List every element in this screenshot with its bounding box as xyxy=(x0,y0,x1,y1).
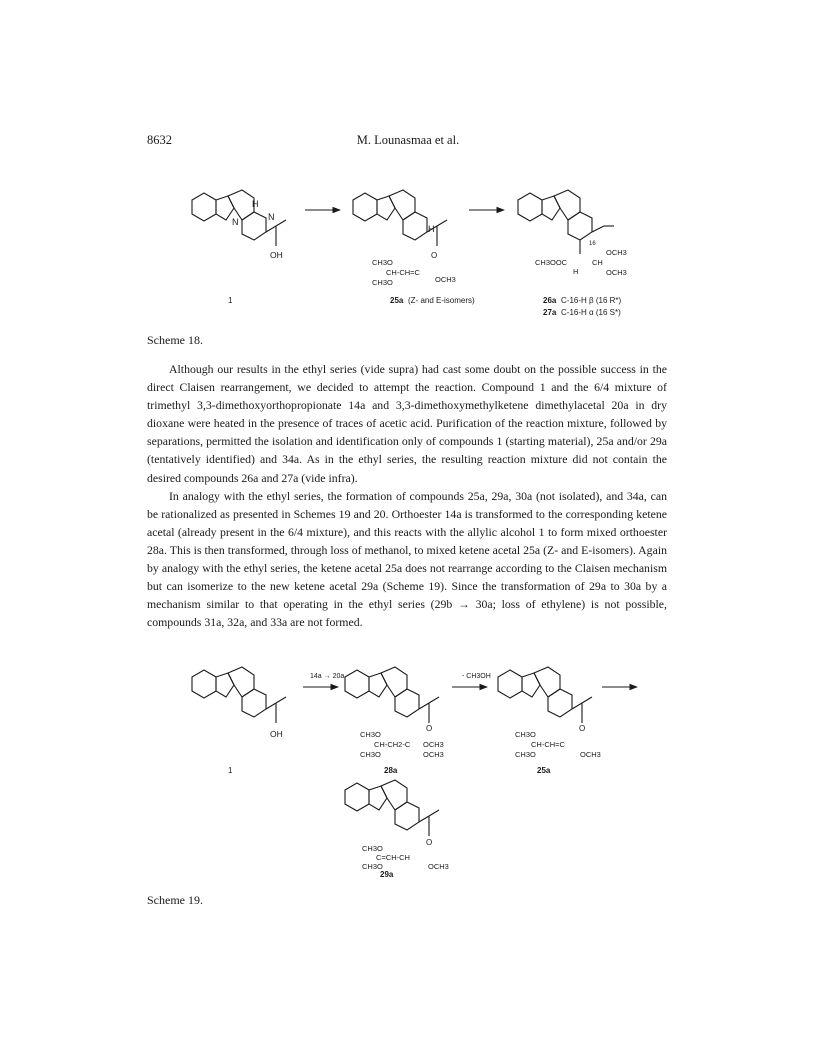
s19-compound-28a-number: 28a xyxy=(384,766,398,775)
scheme-18-drawing xyxy=(140,180,660,325)
c25a-o-label: O xyxy=(431,251,438,260)
paragraph-1: Although our results in the ethyl series (vide supra) had cast some doubt on the possible success in the direct Claisen rearrangement, we decided to attempt the reaction. Compound 1 and the 6/4 mixture of trimethyl 3,3-dimethoxyorthopropionate 14a and 3,3-dimethoxymethylketene dimethylacetal 20a in dry dioxane were heated in the presence of traces of acetic acid. Purification of the reaction mixture, followed by separations, permitted the isolation and identification only of compounds 1 (starting material), 25a and/or 29a (tentatively identified) and 34a. As in the ethyl series, the resulting reaction mixture did not contain the desired compounds 26a and 27a (vide infra). xyxy=(147,362,667,485)
running-title: M. Lounasmaa et al. xyxy=(356,133,460,147)
c1-n-label: N xyxy=(268,212,275,222)
s18-compound-27a-number: 27a xyxy=(543,308,557,317)
s19-compound-29a-number: 29a xyxy=(380,870,394,879)
paragraph-2: In analogy with the ethyl series, the formation of compounds 25a, 29a, 30a (not isolated), and 34a, can be rationalized as presented in Schemes 19 and 20. Orthoester 14a is transformed to the corresponding ketene acetal (already present in the 6/4 mixture), and this reacts with the allylic alcohol 1 to form mixed orthoester 28a. This is then transformed, through loss of methanol, to mixed ketene acetal 25a (Z- and E-isomers). Again by analogy with the ethyl series, the ketene acetal 25a does not rearrange according to the Claisen mechanism but can isomerize to the new ketene acetal 29a (Scheme 19). Since the transformation of 29a to 30a by a mechanism similar to that operating in the ethyl series (29b → 30a; loss of ethylene) is not possible, compounds 31a, 32a, and 33a are not formed. xyxy=(147,488,667,630)
scheme-19-drawing xyxy=(140,655,660,875)
s19-c28a-ch3o-1: CH3O xyxy=(360,730,381,739)
s18-compound-27a-note: C-16-H α (16 S*) xyxy=(561,308,621,317)
s19-compound-25a-structure xyxy=(498,667,592,723)
s19-c28a-och3-1: OCH3 xyxy=(423,740,444,749)
s19-compound-1-structure xyxy=(192,667,286,723)
c1-oh-label: OH xyxy=(270,250,283,260)
s19-c1-oh: OH xyxy=(270,729,283,739)
s19-c28a-o: O xyxy=(426,724,433,733)
s18-compound-25a-note: (Z- and E-isomers) xyxy=(408,296,475,305)
scheme-18 xyxy=(140,180,660,325)
compound-25a-structure xyxy=(353,190,447,246)
s19-compound-28a-structure xyxy=(345,667,439,723)
s18-compound-1-number: 1 xyxy=(228,296,233,305)
s18-compound-26a-note: C-16-H β (16 R*) xyxy=(561,296,622,305)
c26a-och3-2: OCH3 xyxy=(606,268,627,277)
s19-c29a-ch3o-1: CH3O xyxy=(362,844,383,853)
c26a-ester: CH3OOC xyxy=(535,258,568,267)
s19-c25a-ch3o-2: CH3O xyxy=(515,750,536,759)
s19-c25a-och3: OCH3 xyxy=(580,750,601,759)
page-number: 8632 xyxy=(147,133,172,147)
s19-c25a-chain: CH-CH=C xyxy=(531,740,565,749)
scheme-18-caption: Scheme 18. xyxy=(147,333,203,347)
scheme-19 xyxy=(140,655,660,875)
s19-c28a-chain: CH-CH2-C xyxy=(374,740,411,749)
c25a-chain: CH-CH=C xyxy=(386,268,420,277)
s19-compound-29a-structure xyxy=(345,780,439,836)
scheme-19-caption: Scheme 19. xyxy=(147,893,203,907)
s19-compound-25a-number: 25a xyxy=(537,766,551,775)
c26a-h: H xyxy=(573,267,579,276)
c25a-h-label: H xyxy=(428,224,435,234)
c25a-ch3o-1: CH3O xyxy=(372,258,393,267)
compound-26a-27a-structure xyxy=(518,190,614,254)
c26a-och3-1: OCH3 xyxy=(606,248,627,257)
s19-c28a-ch3o-2: CH3O xyxy=(360,750,381,759)
s19-c29a-och3: OCH3 xyxy=(428,862,449,871)
c25a-ch3o-2: CH3O xyxy=(372,278,393,287)
s19-c29a-ch3o-2: CH3O xyxy=(362,862,383,871)
c26a-ch: CH xyxy=(592,258,603,267)
s19-c28a-och3-2: OCH3 xyxy=(423,750,444,759)
s19-arrow-2-label: - CH3OH xyxy=(462,673,491,680)
s19-c25a-ch3o-1: CH3O xyxy=(515,730,536,739)
s19-c29a-o: O xyxy=(426,838,433,847)
s18-compound-25a-number: 25a xyxy=(390,296,404,305)
c1-nh-label: N xyxy=(232,217,239,227)
s18-compound-26a-number: 26a xyxy=(543,296,557,305)
body-text xyxy=(147,360,667,631)
c26a-c16-label: 16 xyxy=(589,241,596,247)
s19-arrow-1-label: 14a → 20a xyxy=(310,673,345,680)
s19-compound-1-number: 1 xyxy=(228,766,233,775)
s19-c29a-chain: C=CH-CH xyxy=(376,853,410,862)
c1-h-label: H xyxy=(252,199,259,209)
s19-c25a-o: O xyxy=(579,724,586,733)
c25a-och3: OCH3 xyxy=(435,275,456,284)
